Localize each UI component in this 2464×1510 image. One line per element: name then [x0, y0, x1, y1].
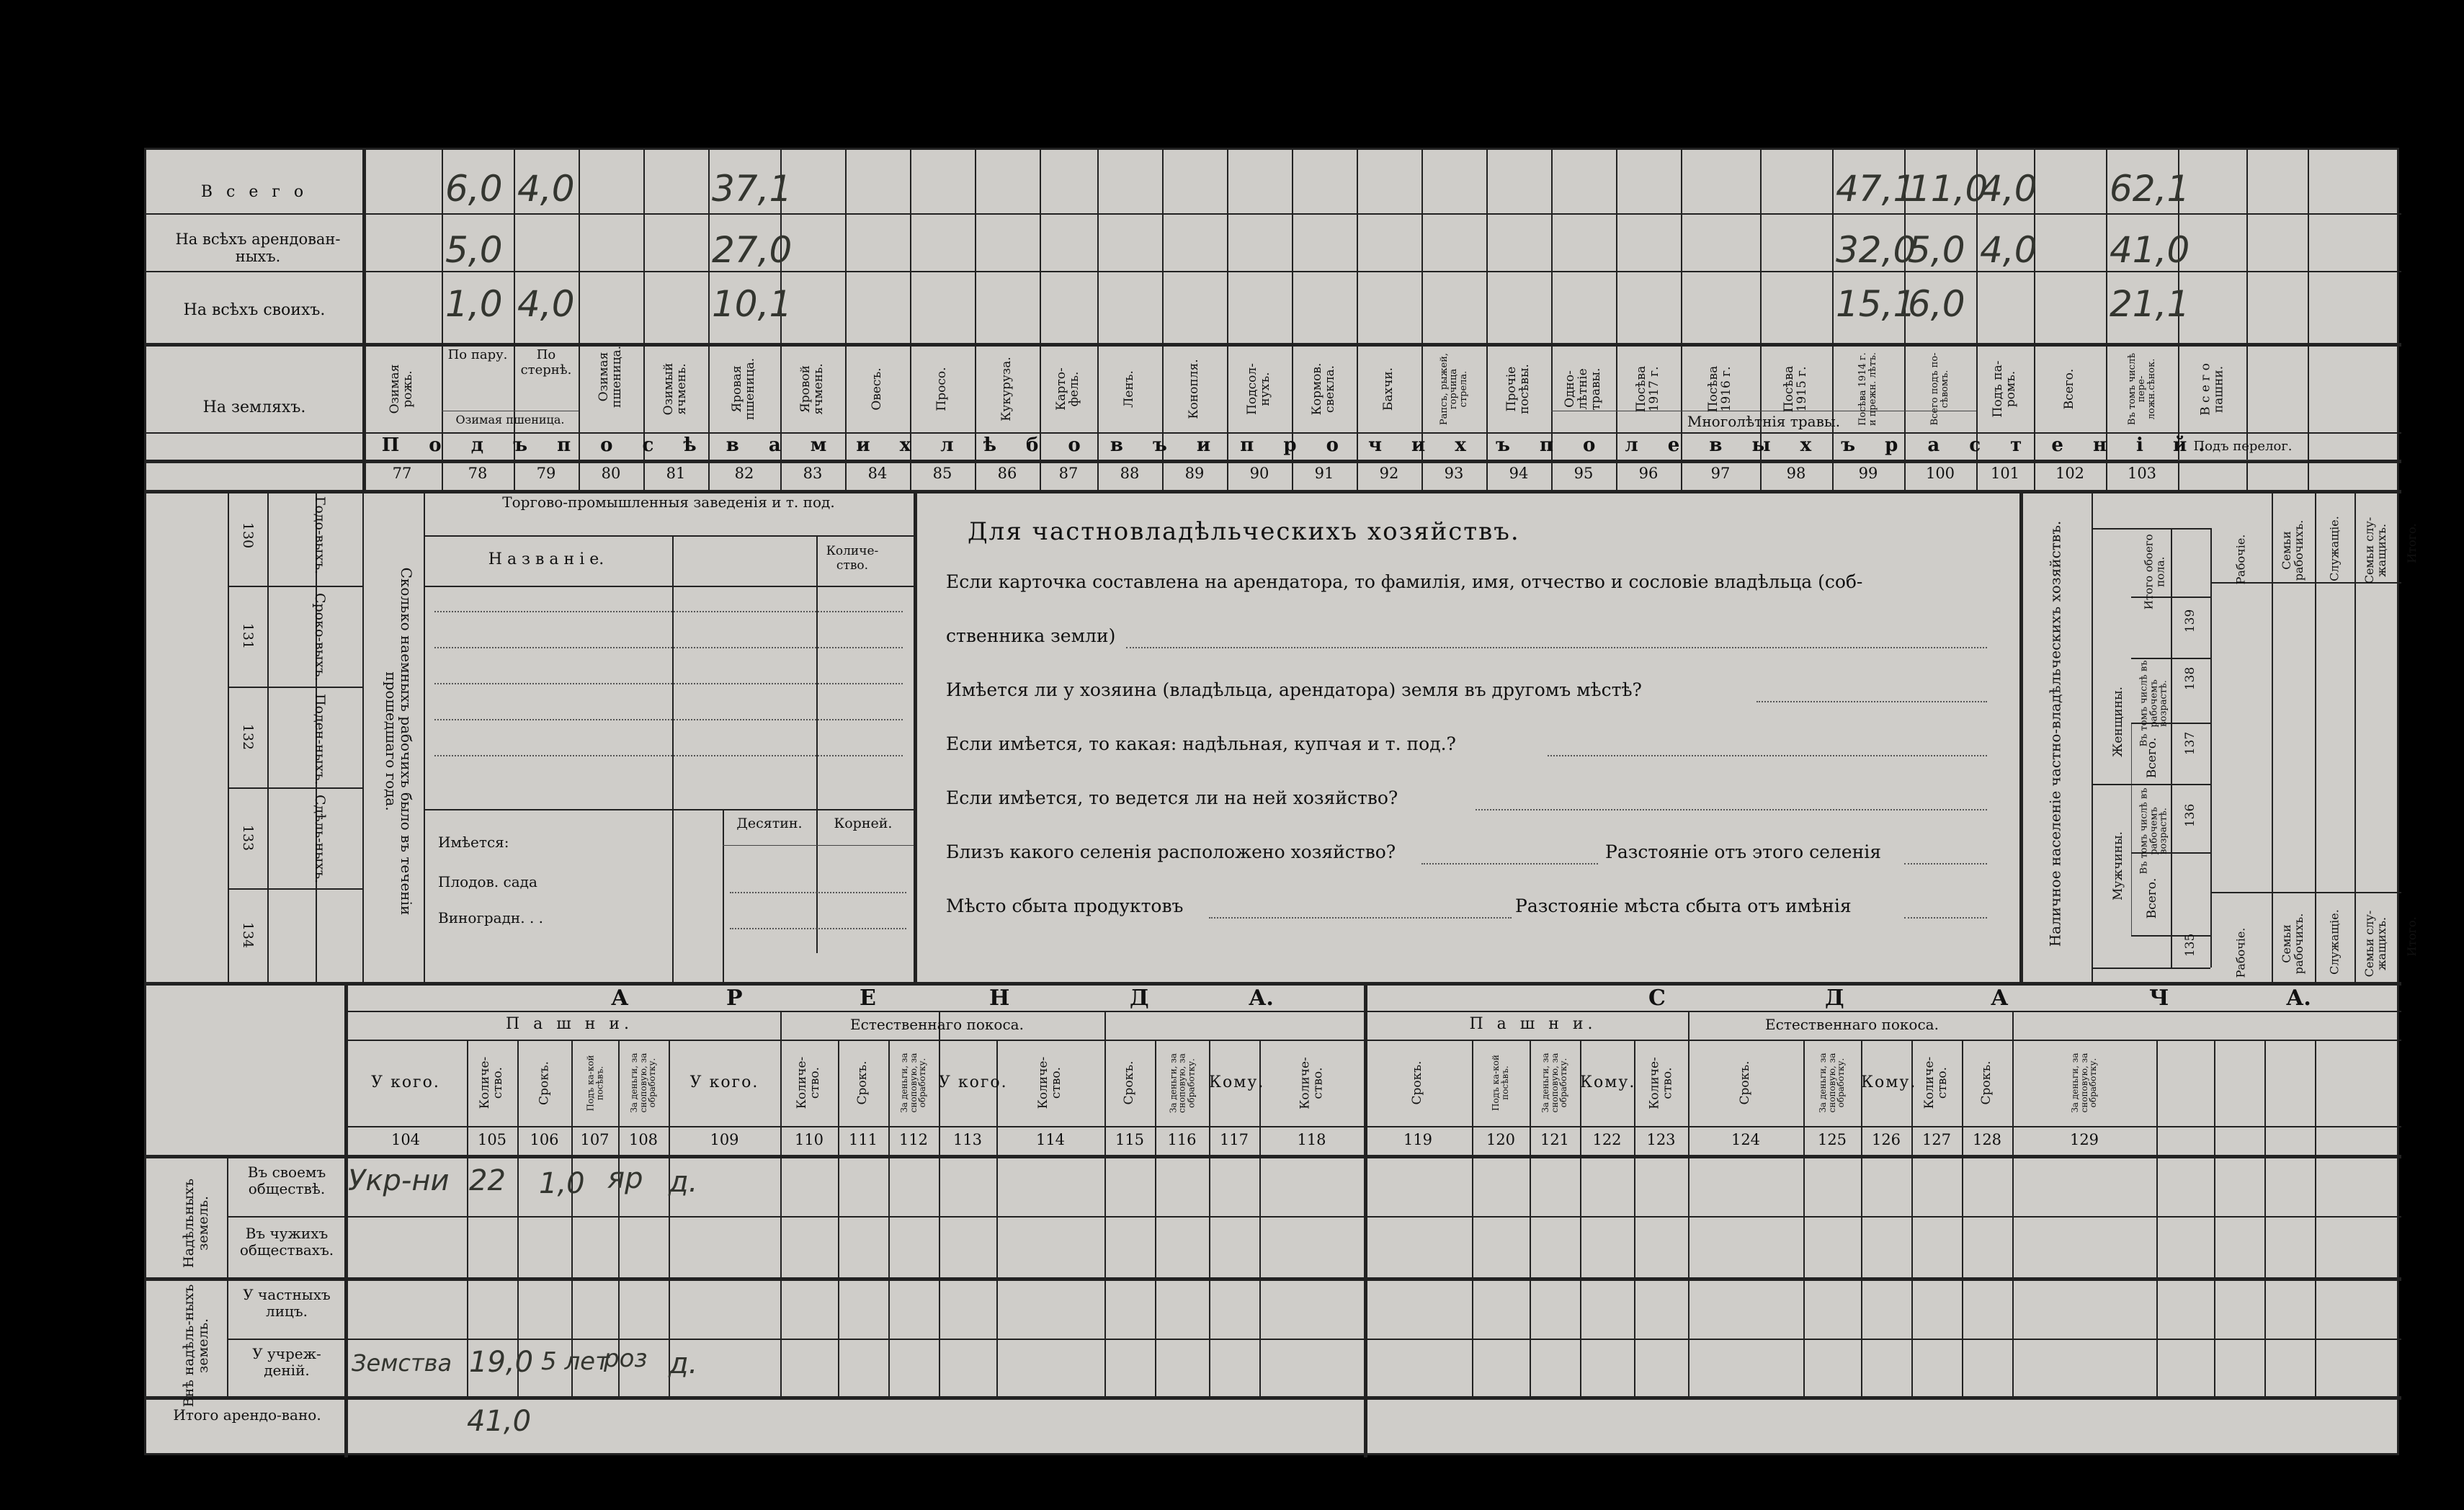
sdacha-letter-4: А.	[2286, 986, 2311, 1011]
crop-header-kukuruza: Кукуруза.	[999, 357, 1014, 421]
dotted-line	[1421, 863, 1598, 865]
crop-header-posev_1914: Посѣва 1914 г. и прежн. лѣтъ.	[1857, 352, 1878, 426]
col-number-100: 100	[1925, 465, 1955, 482]
crop-header-ozimaya-pshenitsa-sub: Озимая пшеница.	[455, 413, 565, 426]
hw-vsego-c100: 11,0	[1908, 168, 1988, 210]
lease-num-128: 128	[1972, 1131, 2002, 1148]
col-divider	[2214, 1040, 2215, 1396]
plodov-label: Плодов. сада	[438, 873, 537, 890]
col-number-78: 78	[468, 465, 488, 482]
dotted-line	[1476, 809, 1987, 810]
hw-svoi-c99: 15,1	[1836, 283, 1916, 325]
row-divider	[146, 1277, 2401, 1281]
nadelnyh-label: Надѣльныхъ земель.	[181, 1178, 211, 1268]
right-hdr-top-0: Рабочіе.	[2233, 534, 2248, 585]
trade-title: Торгово-промышленныя заведенія и т. под.	[502, 493, 835, 511]
hw-svoi-c103: 21,1	[2110, 283, 2190, 325]
arenda-letter-4: Д	[1130, 986, 1149, 1011]
row-divider	[146, 1396, 2401, 1400]
row-divider	[146, 271, 2401, 272]
lease-hdr-u_kogo-0: У кого.	[371, 1073, 440, 1091]
right-hdr-bottom-4: Итого.	[2404, 916, 2419, 957]
col-number-89: 89	[1184, 465, 1205, 482]
col-number-103: 103	[2127, 465, 2157, 482]
dotted-line	[434, 611, 903, 612]
num-137: 137	[2183, 731, 2198, 756]
row-label-svoi: На всѣхъ своихъ.	[183, 301, 326, 319]
lease-hdr-za_dengi-8: За деньги, за сноповую, за обработку.	[899, 1053, 928, 1113]
vne-nadel-label: Внѣ надѣль-ныхъ земель.	[181, 1284, 211, 1408]
hw-vsego-c99: 47,1	[1836, 168, 1916, 210]
row-divider	[146, 432, 2401, 434]
hw-total: 41,0	[467, 1405, 532, 1438]
right-hdr-top-3: Семьи слу-жащихъ.	[2362, 517, 2388, 584]
crop-header-mnogoletnie: Многолѣтнія травы.	[1687, 413, 1841, 430]
itogo-both-sexes: Итого обоего пола.	[2142, 534, 2166, 610]
row-divider	[344, 1011, 2401, 1012]
lease-num-122: 122	[1592, 1131, 1622, 1148]
row-divider	[2210, 892, 2401, 893]
col-number-90: 90	[1249, 465, 1269, 482]
col-number-92: 92	[1379, 465, 1399, 482]
crop-header-pereloga_senok: Въ томъ числѣ пере-ложн.сѣнок.	[2126, 352, 2157, 426]
num-136: 136	[2183, 803, 2198, 828]
crop-header-vsego_pashni: В с е г о пашни.	[2197, 362, 2226, 416]
right-hdr-bottom-3: Семьи слу-жащихъ.	[2362, 910, 2388, 978]
crop-header-ozimaya_rozh: Озимая рожь.	[388, 364, 415, 414]
col-divider	[227, 1155, 228, 1396]
lease-hdr-srok-20: Срокъ.	[1738, 1060, 1753, 1105]
section-divider	[146, 982, 2401, 986]
lease-num-125: 125	[1817, 1131, 1847, 1148]
col-divider	[914, 490, 917, 982]
right-hdr-bottom-1: Семьи рабочихъ.	[2280, 913, 2305, 975]
lease-hdr-pod_posev-16: Подъ ка-кой посѣвъ.	[1491, 1055, 1510, 1111]
col-divider	[362, 490, 364, 982]
row-divider	[344, 1126, 2401, 1127]
women-working-age: Въ томъ числѣ въ рабочемъ возрастѣ.	[2138, 660, 2169, 747]
private-line-7b: Разстояніе мѣста сбыта отъ имѣнія	[1515, 895, 1852, 916]
col-divider	[816, 535, 818, 953]
lease-num-113: 113	[952, 1131, 983, 1148]
num-132: 132	[239, 723, 256, 751]
crop-header-kormov_svekla: Кормов. свекла.	[1310, 362, 1337, 416]
private-line-2: ственника земли)	[946, 625, 1116, 646]
lease-num-127: 127	[1921, 1131, 1952, 1148]
col-number-101: 101	[1990, 465, 2020, 482]
num-139: 139	[2183, 609, 2198, 633]
lease-hdr-kolichestvo-23: Количе-ство.	[1922, 1056, 1950, 1109]
hw-r1-who: Укр-ни	[348, 1164, 450, 1197]
col-number-88: 88	[1120, 465, 1140, 482]
col-divider	[2092, 490, 2093, 982]
col-number-79: 79	[536, 465, 556, 482]
lease-hdr-kolichestvo-1: Количе-ство.	[478, 1056, 505, 1109]
lease-hdr-pod_posev-3: Подъ ка-кой посѣвъ.	[584, 1055, 604, 1111]
lease-hdr-kolichestvo-10: Количе-ство.	[1036, 1056, 1063, 1109]
row-label-vsego: В с е г о	[200, 183, 308, 201]
row-divider	[424, 586, 914, 587]
crop-header-yarovoy_yachmen: Яровой ячмень.	[798, 363, 826, 415]
lease-num-106: 106	[530, 1131, 559, 1148]
col-number-83: 83	[803, 465, 823, 482]
lease-hdr-za_dengi-4: За деньги, за сноповую, за обработку.	[629, 1053, 658, 1113]
lease-num-112: 112	[898, 1131, 929, 1148]
row-divider	[146, 490, 2401, 493]
itogo-arend-label: Итого арендо-вано.	[173, 1406, 321, 1424]
hw-arend-c101: 4,0	[1980, 229, 2037, 271]
hw-r1-qty: 22	[469, 1164, 506, 1197]
cat-sdelnyh: Сдѣль-ныхъ.	[311, 794, 328, 884]
hw-r1-pay: д.	[669, 1166, 698, 1199]
private-line-3: Имѣется ли у хозяина (владѣльца, арендатора) земля въ другомъ мѣстѣ?	[946, 679, 1642, 700]
private-line-6b: Разстояніе отъ этого селенія	[1605, 841, 1882, 862]
lease-num-118: 118	[1297, 1131, 1326, 1148]
col-divider	[2315, 1040, 2316, 1396]
hw-arend-c78: 5,0	[445, 229, 503, 271]
arenda-letter-2: Е	[860, 986, 876, 1011]
col-divider	[267, 490, 269, 982]
u-chastn-label: У частныхъ лицъ.	[243, 1286, 331, 1320]
hw-vsego-c101: 4,0	[1980, 168, 2037, 210]
col-divider	[228, 490, 229, 982]
dotted-line	[1757, 701, 1987, 702]
dotted-line	[434, 755, 903, 756]
hw-r4-crop: роз	[604, 1344, 648, 1373]
dotted-line	[434, 683, 903, 684]
lease-num-116: 116	[1167, 1131, 1197, 1148]
private-line-7a: Мѣсто сбыта продуктовъ	[946, 895, 1184, 916]
lease-num-129: 129	[2069, 1131, 2099, 1148]
lease-hdr-kolichestvo-14: Количе-ство.	[1297, 1056, 1325, 1109]
private-title: Для частновладѣльческихъ хозяйствъ.	[968, 517, 1520, 546]
pod-perelog-label: Подъ перелог.	[2193, 439, 2293, 454]
crop-header-kartofel: Карто-фель.	[1054, 367, 1081, 411]
col-number-94: 94	[1509, 465, 1529, 482]
crop-header-yarovaya_pshenitsa: Яровая пшеница.	[730, 357, 757, 421]
v-svoem-label: Въ своемъ обществѣ.	[247, 1163, 326, 1197]
col-divider	[1104, 1011, 1106, 1040]
crop-header-len: Ленъ.	[1122, 370, 1137, 408]
u-uchrezh-label: У учреж-деній.	[252, 1345, 321, 1379]
dotted-line	[730, 892, 906, 893]
col-number-102: 102	[2055, 465, 2085, 482]
crop-header-po_sterne: По стернѣ.	[520, 347, 572, 378]
lease-num-117: 117	[1219, 1131, 1249, 1148]
num-135: 135	[2183, 933, 2198, 957]
crop-banner: П о д ъ п о с ѣ в а м и х л ѣ б о в ъ и п р о ч и х ъ п о л е в ы х ъ р а с т е н і й.	[381, 434, 2217, 456]
dotted-line	[730, 928, 906, 929]
lease-num-105: 105	[477, 1131, 507, 1148]
hw-r4-who: Земства	[352, 1349, 452, 1377]
hw-arend-c82: 27,0	[712, 229, 793, 271]
crop-header-prochie: Прочіе посѣвы.	[1504, 364, 1532, 414]
crop-header-posev_1917: Посѣва 1917 г.	[1634, 365, 1661, 413]
hw-r4-term: 5 лет	[541, 1347, 610, 1376]
col-number-84: 84	[867, 465, 888, 482]
hw-vsego-c79: 4,0	[517, 168, 575, 210]
hw-r4-pay: д.	[669, 1347, 698, 1380]
arenda-pokos: Естественнаго покоса.	[850, 1016, 1024, 1033]
hw-vsego-c78: 6,0	[445, 168, 503, 210]
row-divider	[227, 1339, 2401, 1340]
col-divider	[2012, 1011, 2014, 1040]
num-134: 134	[239, 921, 256, 949]
col-divider	[939, 1040, 940, 1396]
col-divider	[669, 1040, 670, 1396]
col-number-93: 93	[1444, 465, 1464, 482]
col-divider	[2171, 528, 2172, 968]
col-number-87: 87	[1058, 465, 1079, 482]
col-number-99: 99	[1858, 465, 1878, 482]
row-divider	[228, 888, 362, 890]
arenda-letter-0: А	[611, 986, 629, 1011]
col-divider	[723, 809, 724, 982]
hw-svoi-c82: 10,1	[712, 283, 793, 325]
row-label-arend: На всѣхъ арендован-ныхъ.	[175, 231, 341, 266]
private-line-5: Если имѣется, то ведется ли на ней хозяйство?	[946, 787, 1398, 808]
col-divider	[2308, 150, 2309, 490]
hw-r1-crop: яр	[607, 1162, 643, 1195]
num-131: 131	[239, 622, 256, 650]
lease-hdr-za_dengi-25: За деньги, за сноповую, за обработку.	[2070, 1053, 2099, 1113]
col-number-96: 96	[1638, 465, 1659, 482]
lease-hdr-za_dengi-21: За деньги, за сноповую, за обработку.	[1818, 1053, 1847, 1113]
crop-header-proso: Просо.	[934, 367, 950, 411]
row-divider	[228, 687, 362, 688]
arenda-pashni: П а ш н и.	[505, 1015, 634, 1033]
dotted-line	[434, 647, 903, 648]
women-total: Всего.	[2145, 737, 2160, 779]
row-divider	[227, 1216, 2401, 1218]
crop-header-po_paru: По пару.	[447, 347, 508, 362]
col-divider	[672, 535, 674, 982]
crop-header-ozimaya_pshenitsa: Озимая пшеница.	[597, 345, 624, 408]
lease-num-107: 107	[580, 1131, 610, 1148]
col-divider	[1580, 1040, 1581, 1396]
lease-hdr-kolichestvo-19: Количе-ство.	[1646, 1056, 1674, 1109]
hw-svoi-c100: 6,0	[1908, 283, 1965, 325]
lease-hdr-u_kogo-9: У кого.	[939, 1073, 1008, 1091]
col-number-95: 95	[1574, 465, 1594, 482]
hw-arend-c103: 41,0	[2110, 229, 2190, 271]
crop-header-vsego_posev: Всего подъ по-сѣвомъ.	[1929, 352, 1950, 426]
lease-hdr-komu-22: Кому.	[1861, 1073, 1917, 1091]
row-divider	[2092, 968, 2210, 969]
crop-header-podsolnuh: Подсол-нухъ.	[1245, 363, 1272, 415]
lease-num-126: 126	[1871, 1131, 1901, 1148]
crop-header-vsego_perelog: Всего.	[2062, 368, 2077, 410]
num-130: 130	[239, 522, 256, 549]
num-138: 138	[2183, 666, 2198, 691]
name-header: Н а з в а н і е.	[488, 550, 604, 568]
crop-header-konoplya: Конопля.	[1187, 359, 1202, 419]
private-line-4: Если имѣется, то какая: надѣльная, купчая и т. под.?	[946, 733, 1456, 754]
lease-hdr-srok-2: Срокъ.	[536, 1060, 551, 1105]
col-number-97: 97	[1710, 465, 1731, 482]
cat-podennyh: Поден-ныхъ.	[311, 693, 328, 785]
col-divider	[2131, 723, 2132, 935]
population-title: Наличное населеніе частно-владѣльческихъ хозяйствъ.	[2046, 520, 2064, 947]
men-total: Всего.	[2145, 877, 2160, 919]
lease-num-123: 123	[1646, 1131, 1676, 1148]
sdacha-letter-0: С	[1648, 986, 1666, 1011]
row-divider	[146, 343, 2401, 347]
crop-header-raps: Рапсъ, рыжей, горчица стрела.	[1438, 352, 1469, 426]
col-number-86: 86	[997, 465, 1017, 482]
col-divider	[2156, 1040, 2158, 1396]
hired-workers-question: Сколько наемныхъ рабочихъ было въ теченіи прошедшаго года.	[383, 567, 415, 916]
col-number-85: 85	[932, 465, 952, 482]
dotted-line	[1904, 917, 1987, 919]
cat-srokovyh: Сроко-выхъ.	[311, 592, 328, 682]
dessyatin-header: Десятин.	[736, 816, 803, 831]
dotted-line	[1904, 863, 1987, 865]
lease-num-120: 120	[1486, 1131, 1516, 1148]
row-label-na-zemlyah: На земляхъ.	[202, 398, 306, 416]
lease-hdr-kolichestvo-6: Количе-ство.	[795, 1056, 822, 1109]
sdacha-letter-2: А	[1991, 986, 2009, 1011]
lease-hdr-za_dengi-17: За деньги, за сноповую, за обработку.	[1540, 1053, 1569, 1113]
row-divider	[344, 1040, 2401, 1041]
private-line-6a: Близъ какого селенія расположено хозяйство?	[946, 841, 1396, 862]
lease-hdr-srok-15: Срокъ.	[1410, 1060, 1425, 1105]
lease-num-121: 121	[1540, 1131, 1570, 1148]
row-divider	[424, 809, 914, 810]
arenda-letter-1: Р	[726, 986, 743, 1011]
row-divider	[228, 787, 362, 789]
korney-header: Корней.	[834, 816, 893, 831]
hw-arend-c100: 5,0	[1908, 229, 1965, 271]
crop-header-bahchi: Бахчи.	[1381, 367, 1396, 411]
col-number-82: 82	[734, 465, 754, 482]
lease-hdr-u_kogo-5: У кого.	[689, 1073, 759, 1091]
arenda-letter-5: А.	[1249, 986, 1274, 1011]
sdacha-pokos: Естественнаго покоса.	[1765, 1016, 1939, 1033]
v-chuzh-label: Въ чужихъ обществахъ.	[239, 1225, 334, 1259]
lease-num-110: 110	[794, 1131, 824, 1148]
crop-header-ozimy_yachmen: Озимый ячмень.	[661, 362, 689, 416]
crop-header-pod_parom: Подъ па-ромъ.	[1991, 360, 2018, 418]
dotted-line	[434, 719, 903, 720]
col-number-81: 81	[666, 465, 686, 482]
right-hdr-top-1: Семьи рабочихъ.	[2280, 519, 2305, 581]
col-number-91: 91	[1314, 465, 1334, 482]
men-label: Мужчины.	[2111, 831, 2126, 901]
hw-arend-c99: 32,0	[1836, 229, 1916, 271]
cat-godovyh: Годо-выхъ.	[311, 496, 328, 575]
census-card-sheet	[144, 148, 2419, 1455]
right-hdr-top-2: Служащіе.	[2327, 516, 2342, 581]
lease-hdr-srok-11: Срокъ.	[1122, 1060, 1137, 1105]
lease-hdr-za_dengi-12: За деньги, за сноповую, за обработку.	[1167, 1053, 1196, 1113]
lease-num-124: 124	[1731, 1131, 1761, 1148]
vinograd-label: Виноградн. . .	[438, 909, 544, 926]
lease-hdr-srok-7: Срокъ.	[855, 1060, 870, 1105]
row-divider	[146, 1155, 2401, 1158]
lease-num-115: 115	[1115, 1131, 1145, 1148]
lease-num-114: 114	[1035, 1131, 1066, 1148]
crop-header-posev_1915: Посѣва 1915 г.	[1782, 365, 1809, 413]
hw-svoi-c79: 4,0	[517, 283, 575, 325]
row-divider	[146, 213, 2401, 215]
lease-hdr-komu-13: Кому.	[1209, 1073, 1265, 1091]
col-divider	[2019, 490, 2023, 982]
lease-num-109: 109	[710, 1131, 739, 1148]
hw-vsego-c103: 62,1	[2110, 168, 2190, 210]
lease-hdr-srok-24: Срокъ.	[1979, 1060, 1994, 1105]
right-hdr-bottom-2: Служащіе.	[2327, 909, 2342, 975]
row-divider	[2131, 935, 2210, 937]
row-divider	[723, 845, 914, 846]
lease-num-104: 104	[390, 1131, 421, 1148]
arenda-letter-3: Н	[989, 986, 1010, 1011]
crop-header-odnoletnie: Одно-лѣтніе травы.	[1563, 367, 1603, 411]
right-hdr-bottom-0: Рабочіе.	[2233, 927, 2248, 978]
hw-r4-qty: 19,0	[469, 1346, 534, 1379]
right-hdr-top-4: Итого.	[2404, 523, 2419, 563]
qty-header: Количе-ство.	[826, 544, 879, 573]
num-133: 133	[239, 824, 256, 852]
crop-header-posev_1916: Посѣва 1916 г.	[1706, 365, 1733, 413]
row-divider	[424, 535, 914, 537]
hw-svoi-c78: 1,0	[445, 283, 503, 325]
private-line-1: Если карточка составлена на арендатора, то фамилія, имя, отчество и сословіе владѣльца (соб-	[946, 571, 1863, 592]
col-number-77: 77	[392, 465, 412, 482]
col-divider	[2264, 1040, 2266, 1396]
men-working-age: Въ томъ числѣ въ рабочемъ возрастѣ.	[2138, 787, 2169, 875]
sdacha-pashni: П а ш н и.	[1469, 1015, 1597, 1033]
col-divider	[344, 982, 348, 1457]
sdacha-letter-1: Д	[1825, 986, 1844, 1011]
col-divider	[1861, 1040, 1862, 1396]
col-number-80: 80	[601, 465, 621, 482]
hw-r1-term: 1,0	[539, 1167, 585, 1200]
imeetsya-label: Имѣется:	[438, 834, 509, 851]
crop-header-oves: Овесъ.	[870, 367, 885, 411]
row-divider	[228, 586, 362, 587]
lease-hdr-komu-18: Кому.	[1580, 1073, 1636, 1091]
row-divider	[146, 460, 2401, 463]
hw-vsego-c82: 37,1	[712, 168, 793, 210]
lease-num-119: 119	[1403, 1131, 1433, 1148]
lease-num-111: 111	[848, 1131, 878, 1148]
women-label: Женщины.	[2111, 686, 2126, 757]
col-number-98: 98	[1786, 465, 1806, 482]
dotted-line	[1126, 647, 1987, 648]
sdacha-letter-3: Ч	[2149, 986, 2169, 1011]
dotted-line	[1209, 917, 1512, 919]
lease-num-108: 108	[628, 1131, 659, 1148]
dotted-line	[1548, 755, 1987, 756]
